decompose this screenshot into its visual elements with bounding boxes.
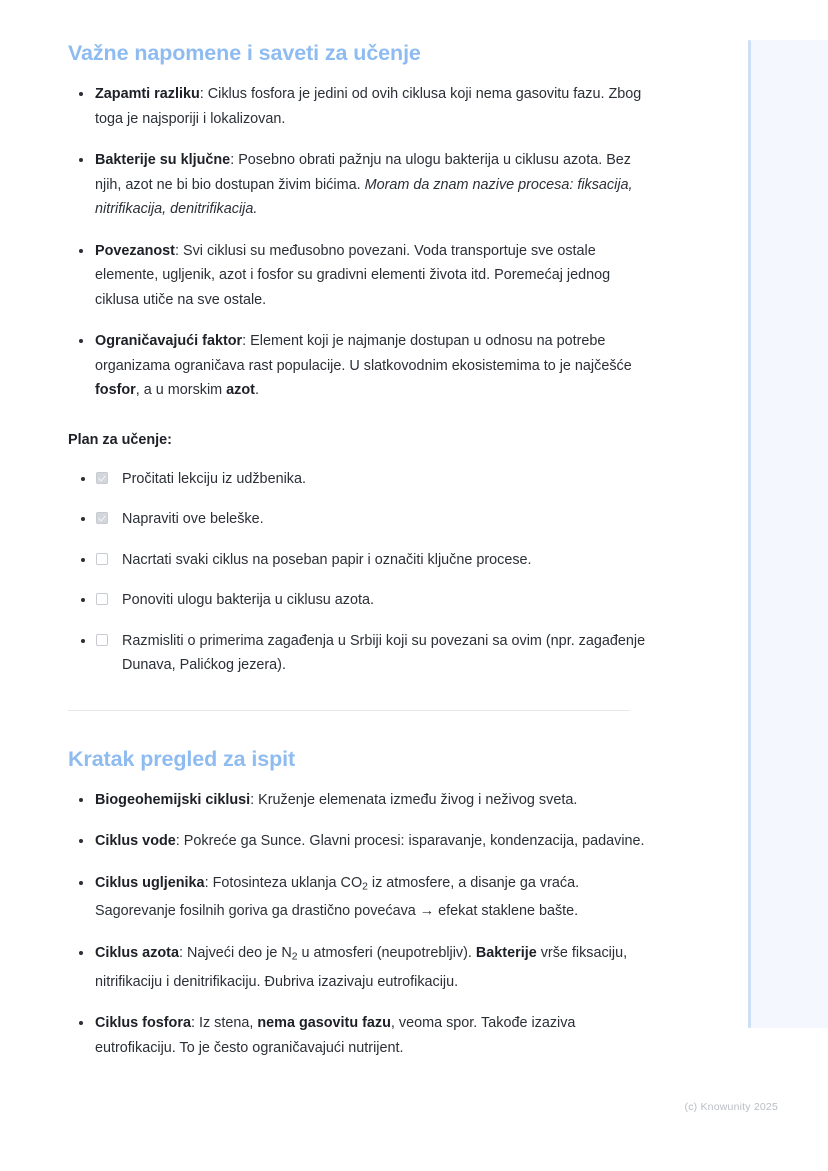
list-item-separator: : — [230, 152, 239, 168]
list-item — [68, 788, 657, 813]
list-item-text: Posebno obrati pažnju na ulogu bakterija u ciklusu azota. Bez njih, azot ne bi bio dostupan živim bićima. — [95, 152, 631, 193]
list-item-italic-note: Moram da znam nazive procesa: fiksacija, nitrifikacija, denitrifikacija. — [95, 176, 633, 217]
list-item-lead: Ciklus ugljenika — [95, 874, 205, 891]
list-item-separator: : — [199, 86, 208, 102]
list-item-text: Ciklus fosfora je jedini od ovih ciklusa koji nema gasovitu fazu. Zbog toga je najsporiji i lokalizovan. — [95, 86, 642, 127]
list-item-text: Element koji je najmanje dostupan u odnosu na potrebe organizama ograničava rast populacije. U slatkovodnim ekosistemima to je najčešće — [95, 333, 632, 374]
list-item-lead: Ciklus azota — [95, 944, 179, 961]
list-item-text-mid: , a u morskim — [135, 382, 227, 398]
page-title-vazne-napomene: Važne napomene i saveti za učenje — [68, 41, 421, 65]
task-label: Ponoviti ulogu bakterija u ciklusu azota. — [122, 592, 374, 608]
plan-heading: Plan za učenje: — [68, 431, 172, 448]
list-item-text: Iz stena, — [198, 1015, 258, 1032]
list-item-lead: Biogeohemijski ciklusi — [95, 791, 251, 808]
notes-list — [68, 82, 692, 403]
checkbox-unchecked-icon[interactable] — [96, 593, 108, 605]
list-item-separator: : — [178, 944, 187, 961]
exam-summary-list — [68, 788, 692, 1061]
study-plan-checklist — [68, 467, 692, 678]
task-label: Napraviti ove beleške. — [122, 511, 264, 527]
list-item-emphasis-bakterije: Bakterije — [475, 944, 537, 961]
list-item-emphasis-fosfor: fosfor — [95, 382, 136, 398]
list-item-emphasis-nema-gasovitu-fazu: nema gasovitu fazu — [257, 1015, 391, 1032]
list-item — [68, 548, 692, 573]
list-item — [68, 329, 657, 403]
page-edge-accent-line — [748, 40, 751, 1028]
footer-copyright: (c) Knowunity 2025 — [684, 1101, 778, 1113]
chemical-subscript: 2 — [362, 880, 368, 892]
list-item-separator: : — [174, 242, 183, 259]
list-item-text-tail: , veoma spor. Takođe izaziva eutrofikaciju. To je često ograničavajući nutrijent. — [95, 1015, 576, 1056]
list-item — [68, 82, 657, 131]
list-item-separator: : — [250, 791, 259, 808]
list-item-text-tail: . — [254, 382, 259, 398]
list-item-text: Svi ciklusi su međusobno povezani. Voda transportuje sve ostale elemente, ugljenik, azot i fosfor su gradivni elementi života itd. Poremećaj jednog ciklusa utiče na sve ostale. — [95, 242, 611, 308]
list-item-lead: Zapamti razliku — [95, 86, 200, 102]
checkbox-checked-icon[interactable] — [96, 472, 108, 484]
list-item-lead: Povezanost — [95, 242, 175, 259]
list-item — [68, 467, 692, 492]
list-item — [68, 871, 657, 924]
task-label: Razmisliti o primerima zagađenja u Srbiji koji su povezani sa ovim (npr. zagađenje Dunava, Palićkog jezera). — [122, 632, 646, 673]
list-item-text: Pokreće ga Sunce. Glavni procesi: isparavanje, kondenzacija, padavine. — [183, 833, 645, 849]
list-item — [68, 239, 657, 313]
list-item-text-cont: iz atmosfere, a disanje ga vraća. Sagorevanje fosilnih goriva ga drastično povećava → efekat staklene bašte. — [95, 874, 580, 920]
list-item-separator: : — [175, 833, 184, 849]
section-divider — [68, 710, 630, 711]
list-item-separator: : — [190, 1015, 199, 1032]
chemical-subscript: 2 — [291, 951, 298, 963]
list-item-emphasis-azot: azot — [226, 382, 255, 398]
list-item-text-cont: u atmosferi (neupotrebljiv). — [297, 944, 476, 961]
page-side-rail — [748, 40, 828, 1028]
list-item-lead: Ograničavajući faktor — [95, 333, 243, 349]
list-item-text: Fotosinteza uklanja CO — [212, 874, 363, 891]
list-item-lead: Ciklus vode — [95, 833, 176, 849]
list-item — [68, 941, 657, 994]
list-item-lead: Bakterije su ključne — [95, 152, 231, 168]
list-item — [68, 1011, 657, 1060]
page-title-kratak-pregled: Kratak pregled za ispit — [68, 746, 296, 771]
task-label: Nacrtati svaki ciklus na poseban papir i označiti ključne procese. — [122, 551, 532, 568]
list-item-text-tail: vrše fiksaciju, nitrifikaciju i denitrifikaciju. Đubriva izazivaju eutrofikaciju. — [95, 944, 628, 990]
checkbox-checked-icon[interactable] — [96, 512, 108, 524]
list-item-text: Kruženje elemenata između živog i neživog sveta. — [258, 791, 578, 808]
list-item-text: Najveći deo je N — [186, 944, 292, 961]
task-label: Pročitati lekciju iz udžbenika. — [122, 470, 306, 487]
checkbox-unchecked-icon[interactable] — [96, 553, 108, 565]
list-item — [68, 588, 692, 613]
list-item — [68, 629, 692, 678]
checkbox-unchecked-icon[interactable] — [96, 634, 108, 646]
list-item — [68, 829, 657, 854]
list-item-lead: Ciklus fosfora — [95, 1015, 191, 1032]
list-item-separator: : — [242, 333, 251, 349]
list-item-separator: : — [204, 874, 213, 891]
list-item — [68, 507, 692, 532]
list-item — [68, 148, 657, 222]
